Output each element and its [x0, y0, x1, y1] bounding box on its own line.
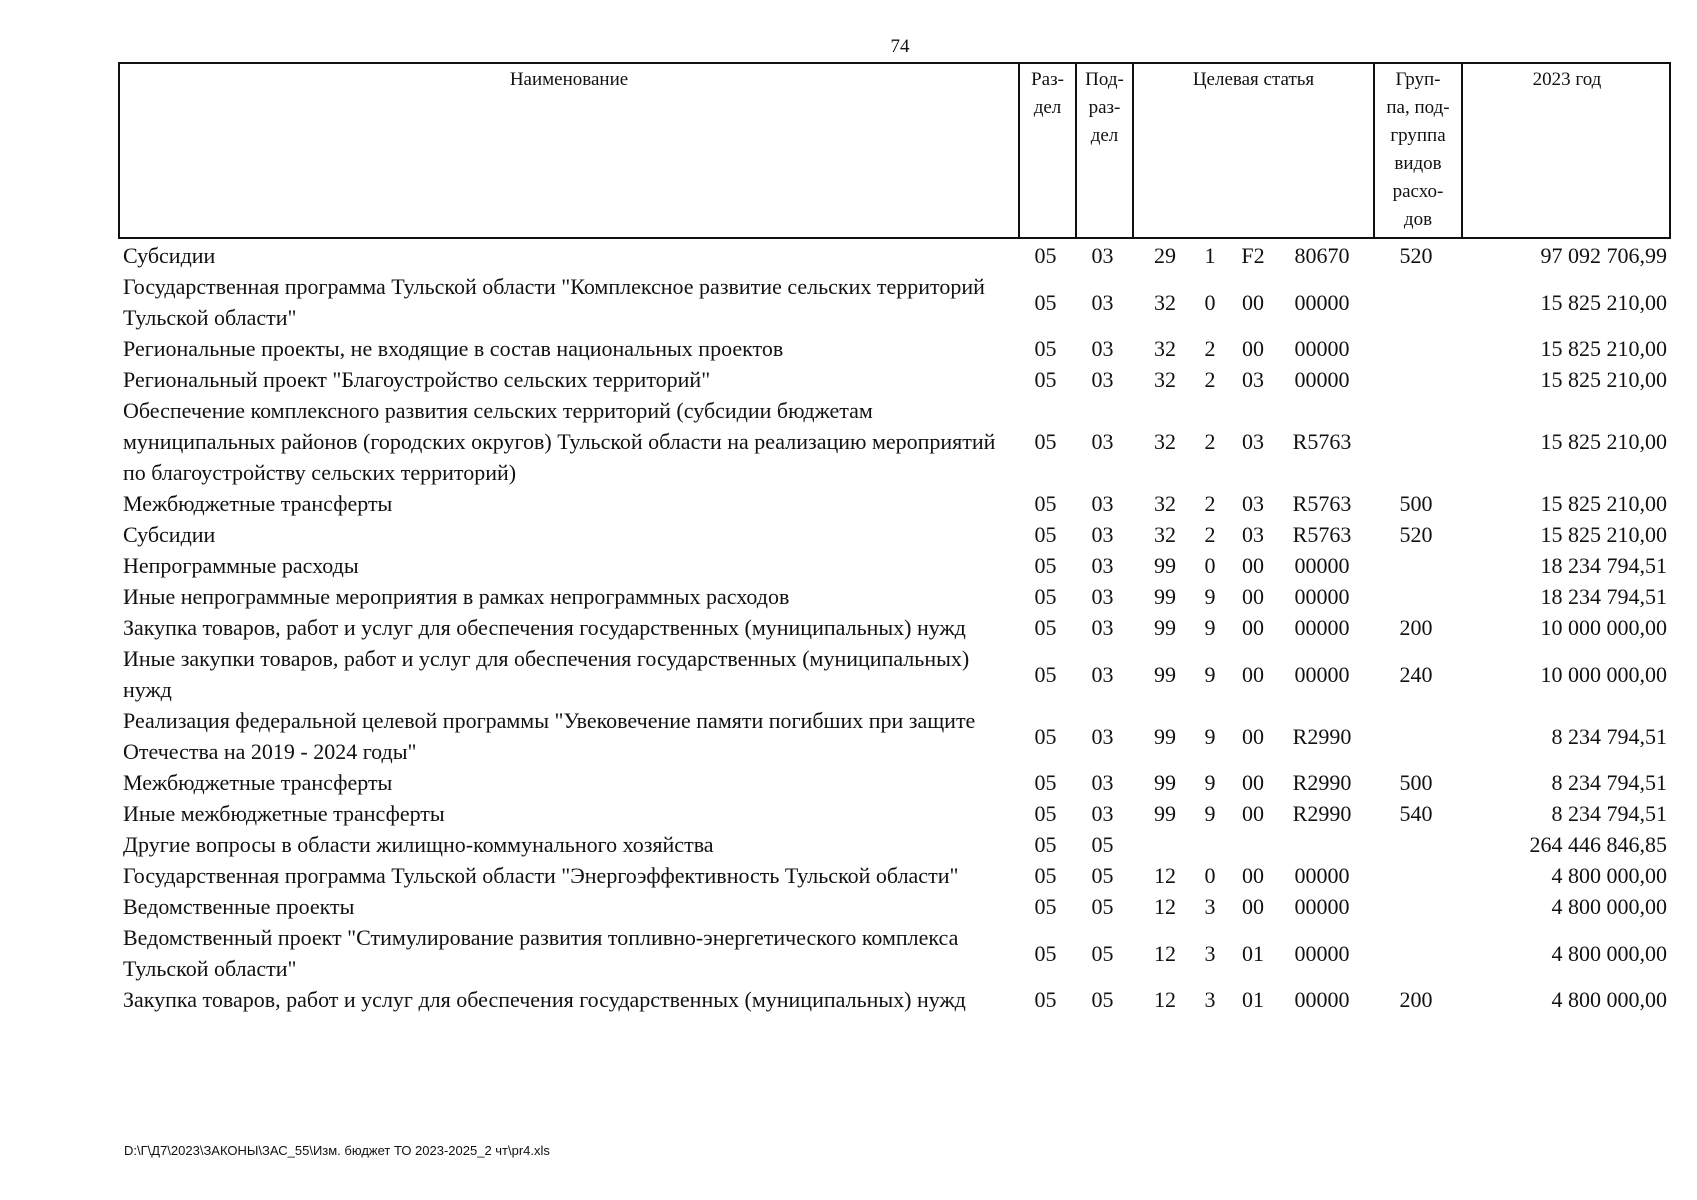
- table-row: [118, 395, 1671, 488]
- cell-razdel: 05: [1034, 336, 1057, 361]
- cell-name: Региональные проекты, не входящие в состав национальных проектов: [123, 336, 784, 361]
- cell-name: Государственная программа Тульской области "Энергоэффективность Тульской области": [123, 863, 959, 888]
- cell-razdel: 05: [1034, 661, 1057, 687]
- header-name: Наименование: [509, 69, 629, 90]
- table-row: [118, 550, 1671, 581]
- cell-razdel: 05: [1034, 553, 1057, 578]
- cell-razdel: 05: [1034, 863, 1057, 888]
- cell-podrazdel: 03: [1091, 584, 1114, 609]
- table-row: [118, 612, 1671, 643]
- cell-amount: 18 234 794,51: [1540, 584, 1667, 609]
- cell-name: Ведомственный проект "Стимулирование развития топливно-энергетического комплекса Тульской области": [123, 925, 959, 981]
- cell-name: Региональный проект "Благоустройство сельских территорий": [123, 367, 711, 392]
- cell-name: Закупка товаров, работ и услуг для обеспечения государственных (муниципальных) нужд: [123, 615, 966, 640]
- header-year: 2023 год: [1532, 69, 1602, 90]
- cell-amount: 15 825 210,00: [1540, 367, 1667, 392]
- cell-podrazdel: 03: [1091, 723, 1114, 749]
- cell-razdel: 05: [1034, 429, 1057, 454]
- cell-podrazdel: 03: [1091, 289, 1114, 315]
- cell-expense-group: [1373, 922, 1459, 984]
- cell-name: Межбюджетные трансферты: [123, 770, 393, 795]
- cell-target-event: 01: [1242, 940, 1264, 966]
- cell-target-event: 00: [1242, 894, 1264, 919]
- cell-name: Непрограммные расходы: [123, 553, 359, 578]
- cell-amount: 15 825 210,00: [1540, 429, 1667, 454]
- header-gruppa-line: Груп-: [1395, 69, 1441, 90]
- header-gruppa-vidov: [1375, 64, 1461, 237]
- cell-target-direction: 00000: [1294, 894, 1350, 919]
- cell-podrazdel: 03: [1091, 661, 1114, 687]
- cell-target-program: 32: [1154, 367, 1176, 392]
- cell-target-program: 99: [1154, 801, 1176, 826]
- cell-podrazdel: 03: [1091, 336, 1114, 361]
- cell-target-program: 99: [1154, 661, 1176, 687]
- cell-target-event: 00: [1242, 289, 1264, 315]
- cell-amount: 15 825 210,00: [1540, 522, 1667, 547]
- cell-target-program: 12: [1154, 863, 1176, 888]
- cell-podrazdel: 03: [1091, 615, 1114, 640]
- cell-target-program: 12: [1154, 894, 1176, 919]
- cell-podrazdel: 03: [1091, 367, 1114, 392]
- page-number: 74: [890, 36, 910, 57]
- cell-expense-group: [1373, 891, 1459, 922]
- cell-name: Закупка товаров, работ и услуг для обеспечения государственных (муниципальных) нужд: [123, 987, 966, 1012]
- table-body: [118, 240, 1671, 1015]
- cell-target-subprogram: 0: [1204, 863, 1216, 888]
- cell-target-direction: R5763: [1292, 522, 1352, 547]
- cell-razdel: 05: [1034, 584, 1057, 609]
- header-gruppa-line: видов: [1394, 153, 1442, 174]
- cell-target-program: [1142, 829, 1188, 860]
- header-razdel-line: дел: [1033, 97, 1062, 118]
- cell-target-program: 32: [1154, 336, 1176, 361]
- cell-target-direction: R5763: [1292, 491, 1352, 516]
- cell-target-event: F2: [1241, 243, 1265, 268]
- cell-target-subprogram: 9: [1204, 770, 1216, 795]
- cell-target-program: 29: [1154, 243, 1176, 268]
- cell-expense-group: [1373, 860, 1459, 891]
- header-tselevaya-statya: Целевая статья: [1192, 69, 1315, 90]
- cell-target-program: 32: [1154, 429, 1176, 454]
- cell-expense-group: [1373, 364, 1459, 395]
- header-razdel: [1020, 64, 1075, 237]
- cell-name: Субсидии: [123, 243, 216, 268]
- table-row: [118, 860, 1671, 891]
- cell-name: Другие вопросы в области жилищно-коммунального хозяйства: [123, 832, 714, 857]
- cell-target-event: 00: [1242, 723, 1264, 749]
- cell-target-direction: 80670: [1294, 243, 1350, 268]
- cell-name: Государственная программа Тульской области "Комплексное развитие сельских территорий Тульской области": [123, 274, 985, 330]
- cell-amount: 18 234 794,51: [1540, 553, 1667, 578]
- cell-target-program: 99: [1154, 615, 1176, 640]
- cell-expense-group: 500: [1399, 770, 1433, 795]
- cell-target-event: 00: [1242, 336, 1264, 361]
- cell-amount: 8 234 794,51: [1551, 801, 1667, 826]
- cell-target-subprogram: 9: [1204, 801, 1216, 826]
- cell-target-subprogram: 9: [1204, 661, 1216, 687]
- cell-razdel: 05: [1034, 367, 1057, 392]
- cell-amount: 15 825 210,00: [1540, 336, 1667, 361]
- cell-target-subprogram: 3: [1204, 940, 1216, 966]
- cell-podrazdel: 03: [1091, 522, 1114, 547]
- cell-target-subprogram: 2: [1204, 522, 1216, 547]
- header-podrazdel-line: дел: [1090, 125, 1119, 146]
- cell-target-program: 12: [1154, 987, 1176, 1012]
- cell-podrazdel: 03: [1091, 243, 1114, 268]
- table-row: [118, 271, 1671, 333]
- cell-target-program: 99: [1154, 584, 1176, 609]
- cell-amount: 4 800 000,00: [1551, 894, 1667, 919]
- cell-name: Иные межбюджетные трансферты: [123, 801, 445, 826]
- cell-target-subprogram: 3: [1204, 894, 1216, 919]
- cell-target-subprogram: 1: [1204, 243, 1216, 268]
- cell-amount: 4 800 000,00: [1551, 987, 1667, 1012]
- cell-target-subprogram: 0: [1204, 289, 1216, 315]
- cell-target-direction: 00000: [1294, 584, 1350, 609]
- cell-podrazdel: 03: [1091, 770, 1114, 795]
- cell-podrazdel: 05: [1091, 940, 1114, 966]
- table-row: [118, 984, 1671, 1015]
- header-razdel-line: Раз-: [1031, 69, 1064, 90]
- cell-target-subprogram: 9: [1204, 723, 1216, 749]
- cell-target-subprogram: 2: [1204, 429, 1216, 454]
- cell-amount: 8 234 794,51: [1551, 770, 1667, 795]
- cell-amount: 15 825 210,00: [1540, 289, 1667, 315]
- header-gruppa-line: расхо-: [1392, 181, 1444, 202]
- cell-razdel: 05: [1034, 832, 1057, 857]
- cell-podrazdel: 05: [1091, 987, 1114, 1012]
- cell-target-event: 03: [1242, 367, 1264, 392]
- table-row: [118, 519, 1671, 550]
- table-row: [118, 891, 1671, 922]
- cell-amount: 15 825 210,00: [1540, 491, 1667, 516]
- cell-target-subprogram: 0: [1204, 553, 1216, 578]
- cell-target-event: 00: [1242, 553, 1264, 578]
- cell-expense-group: 240: [1399, 661, 1433, 687]
- cell-expense-group: 520: [1399, 243, 1433, 268]
- cell-expense-group: [1373, 271, 1459, 333]
- cell-target-program: 32: [1154, 522, 1176, 547]
- cell-name: Обеспечение комплексного развития сельских территорий (субсидии бюджетам муниципальных районов (городских округов) Тульской области на реализацию мероприятий по благоустройству сельских территорий): [123, 398, 996, 485]
- cell-razdel: 05: [1034, 615, 1057, 640]
- cell-amount: 10 000 000,00: [1540, 661, 1667, 687]
- cell-podrazdel: 03: [1091, 553, 1114, 578]
- cell-target-program: 99: [1154, 723, 1176, 749]
- cell-target-program: 99: [1154, 770, 1176, 795]
- cell-razdel: 05: [1034, 987, 1057, 1012]
- cell-podrazdel: 05: [1091, 863, 1114, 888]
- cell-target-event: 00: [1242, 863, 1264, 888]
- cell-expense-group: [1373, 829, 1459, 860]
- cell-razdel: 05: [1034, 522, 1057, 547]
- cell-target-subprogram: 2: [1204, 491, 1216, 516]
- cell-target-event: 00: [1242, 584, 1264, 609]
- table-header: [118, 62, 1671, 239]
- cell-target-subprogram: [1193, 829, 1227, 860]
- cell-expense-group: 500: [1399, 491, 1433, 516]
- cell-amount: 264 446 846,85: [1529, 832, 1667, 857]
- table-row: [118, 581, 1671, 612]
- cell-razdel: 05: [1034, 894, 1057, 919]
- cell-name: Межбюджетные трансферты: [123, 491, 393, 516]
- cell-target-event: 03: [1242, 429, 1264, 454]
- cell-target-event: 00: [1242, 770, 1264, 795]
- cell-expense-group: [1373, 333, 1459, 364]
- cell-podrazdel: 03: [1091, 801, 1114, 826]
- cell-target-direction: R2990: [1292, 723, 1352, 749]
- cell-podrazdel: 03: [1091, 429, 1114, 454]
- cell-target-direction: R5763: [1292, 429, 1352, 454]
- table-row: [118, 364, 1671, 395]
- header-gruppa-line: группа: [1390, 125, 1446, 146]
- cell-razdel: 05: [1034, 770, 1057, 795]
- footer-file-path: D:\Г\Д7\2023\ЗАКОНЫ\ЗАС_55\Изм. бюджет ТО 2023-2025_2 чт\pr4.xls: [124, 1143, 550, 1158]
- cell-podrazdel: 05: [1091, 894, 1114, 919]
- cell-target-event: 03: [1242, 491, 1264, 516]
- cell-target-program: 32: [1154, 289, 1176, 315]
- cell-expense-group: 200: [1399, 987, 1433, 1012]
- cell-expense-group: 540: [1399, 801, 1433, 826]
- cell-razdel: 05: [1034, 491, 1057, 516]
- cell-target-subprogram: 2: [1204, 336, 1216, 361]
- cell-podrazdel: 05: [1091, 832, 1114, 857]
- cell-razdel: 05: [1034, 940, 1057, 966]
- cell-amount: 97 092 706,99: [1540, 243, 1667, 268]
- cell-name: Иные непрограммные мероприятия в рамках непрограммных расходов: [123, 584, 790, 609]
- table-row: [118, 798, 1671, 829]
- cell-target-program: 32: [1154, 491, 1176, 516]
- cell-target-event: [1232, 829, 1274, 860]
- cell-target-event: 00: [1242, 661, 1264, 687]
- cell-target-subprogram: 9: [1204, 615, 1216, 640]
- cell-target-direction: [1278, 829, 1366, 860]
- table-row: [118, 705, 1671, 767]
- cell-amount: 4 800 000,00: [1551, 863, 1667, 888]
- table-row: [118, 922, 1671, 984]
- cell-expense-group: 520: [1399, 522, 1433, 547]
- table-row: [118, 488, 1671, 519]
- cell-target-direction: 00000: [1294, 336, 1350, 361]
- header-podrazdel: [1077, 64, 1132, 237]
- header-podrazdel-line: раз-: [1088, 97, 1121, 118]
- cell-target-direction: 00000: [1294, 553, 1350, 578]
- cell-name: Реализация федеральной целевой программы "Увековечение памяти погибших при защите Отечества на 2019 - 2024 годы": [123, 708, 976, 764]
- cell-target-event: 00: [1242, 801, 1264, 826]
- cell-target-subprogram: 9: [1204, 584, 1216, 609]
- header-podrazdel-line: Под-: [1085, 69, 1124, 90]
- table-row: [118, 240, 1671, 271]
- cell-target-event: 03: [1242, 522, 1264, 547]
- cell-target-subprogram: 3: [1204, 987, 1216, 1012]
- cell-target-program: 12: [1154, 940, 1176, 966]
- table-row: [118, 333, 1671, 364]
- table-row: [118, 643, 1671, 705]
- cell-razdel: 05: [1034, 723, 1057, 749]
- cell-amount: 4 800 000,00: [1551, 940, 1667, 966]
- cell-target-direction: 00000: [1294, 289, 1350, 315]
- cell-target-direction: 00000: [1294, 367, 1350, 392]
- cell-target-direction: 00000: [1294, 661, 1350, 687]
- cell-target-program: 99: [1154, 553, 1176, 578]
- cell-name: Иные закупки товаров, работ и услуг для обеспечения государственных (муниципальных) нужд: [123, 646, 970, 702]
- header-gruppa-line: дов: [1403, 209, 1433, 230]
- cell-amount: 8 234 794,51: [1551, 723, 1667, 749]
- cell-amount: 10 000 000,00: [1540, 615, 1667, 640]
- header-gruppa-line: па, под-: [1386, 97, 1450, 118]
- table-row: [118, 829, 1671, 860]
- cell-target-direction: 00000: [1294, 987, 1350, 1012]
- cell-target-subprogram: 2: [1204, 367, 1216, 392]
- table-row: [118, 767, 1671, 798]
- cell-target-direction: 00000: [1294, 615, 1350, 640]
- cell-expense-group: [1373, 705, 1459, 767]
- cell-target-direction: R2990: [1292, 801, 1352, 826]
- cell-name: Ведомственные проекты: [123, 894, 355, 919]
- cell-razdel: 05: [1034, 801, 1057, 826]
- cell-target-direction: R2990: [1292, 770, 1352, 795]
- cell-target-event: 00: [1242, 615, 1264, 640]
- cell-target-direction: 00000: [1294, 863, 1350, 888]
- cell-target-direction: 00000: [1294, 940, 1350, 966]
- cell-name: Субсидии: [123, 522, 216, 547]
- cell-expense-group: 200: [1399, 615, 1433, 640]
- cell-expense-group: [1373, 550, 1459, 581]
- cell-razdel: 05: [1034, 243, 1057, 268]
- cell-expense-group: [1373, 395, 1459, 488]
- cell-podrazdel: 03: [1091, 491, 1114, 516]
- cell-target-event: 01: [1242, 987, 1264, 1012]
- cell-expense-group: [1373, 581, 1459, 612]
- cell-razdel: 05: [1034, 289, 1057, 315]
